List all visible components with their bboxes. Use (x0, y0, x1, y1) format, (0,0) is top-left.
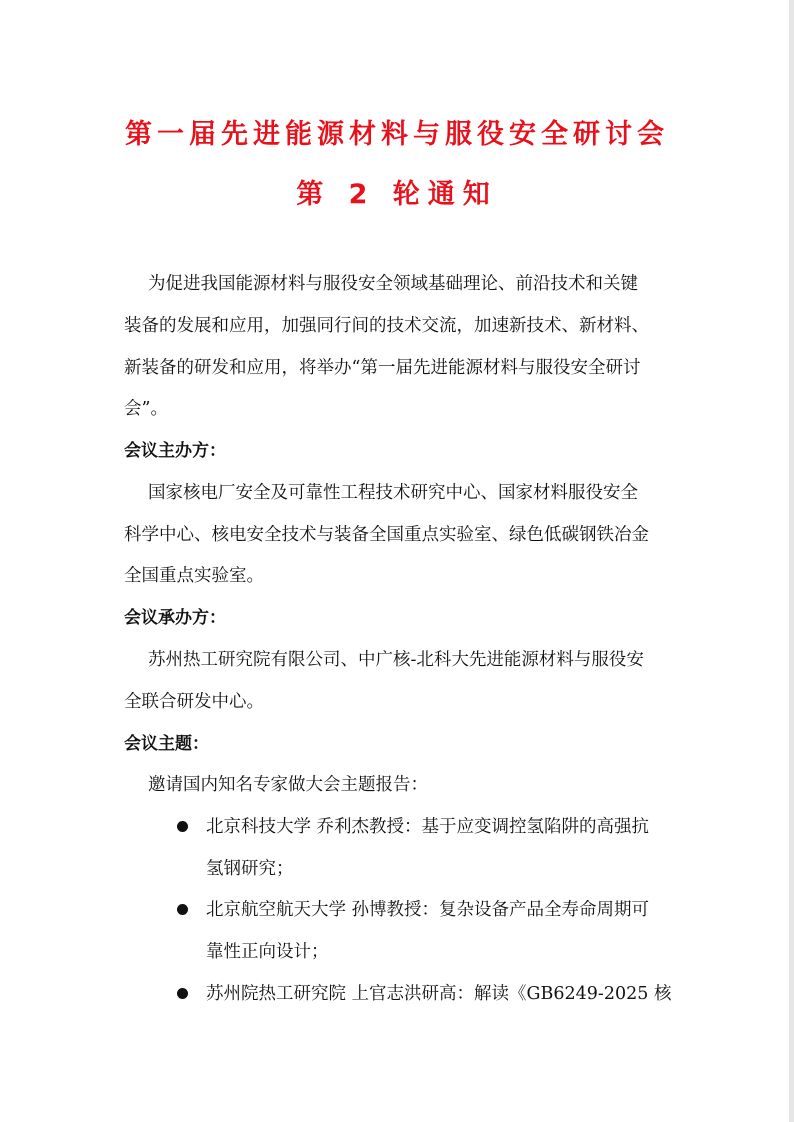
bullet-line: 靠性正向设计； (206, 942, 329, 962)
co-organizers-heading: 会议承办方： (124, 608, 226, 628)
intro-line: 会”。 (124, 399, 168, 419)
theme-intro: 邀请国内知名专家做大会主题报告： (148, 775, 428, 795)
intro-line: 装备的发展和应用，加强同行间的技术交流，加速新技术、新材料、 (124, 316, 649, 336)
intro-line: 新装备的研发和应用，将举办“第一届先进能源材料与服役安全研讨 (124, 358, 641, 378)
bullet-line: 北京航空航天大学 孙博教授：复杂设备产品全寿命周期可 (206, 900, 650, 920)
bullet-dot-icon (177, 904, 188, 915)
document-subtitle: 第 2 轮通知 (296, 179, 498, 210)
page-edge-shadow (789, 0, 794, 1122)
co-organizers-line: 全联合研发中心。 (124, 692, 264, 712)
co-organizers-line: 苏州热工研究院有限公司、中广核-北科大先进能源材料与服役安 (148, 650, 644, 670)
bullet-line: 苏州院热工研究院 上官志洪研高：解读《GB6249-2025 核 (206, 984, 672, 1004)
bullet-dot-icon (177, 988, 188, 999)
organizers-line: 科学中心、核电安全技术与装备全国重点实验室、绿色低碳钢铁冶金 (124, 525, 649, 545)
bullet-line: 北京科技大学 乔利杰教授：基于应变调控氢陷阱的高强抗 (206, 817, 650, 837)
bullet-dot-icon (177, 821, 188, 832)
bullet-line: 氢钢研究； (206, 859, 294, 879)
organizers-heading: 会议主办方： (124, 441, 226, 461)
intro-line: 为促进我国能源材料与服役安全领域基础理论、前沿技术和关键 (148, 274, 638, 294)
organizers-line: 全国重点实验室。 (124, 566, 264, 586)
theme-heading: 会议主题： (124, 734, 209, 754)
document-title: 第一届先进能源材料与服役安全研讨会 (125, 119, 669, 150)
organizers-line: 国家核电厂安全及可靠性工程技术研究中心、国家材料服役安全 (148, 483, 638, 503)
